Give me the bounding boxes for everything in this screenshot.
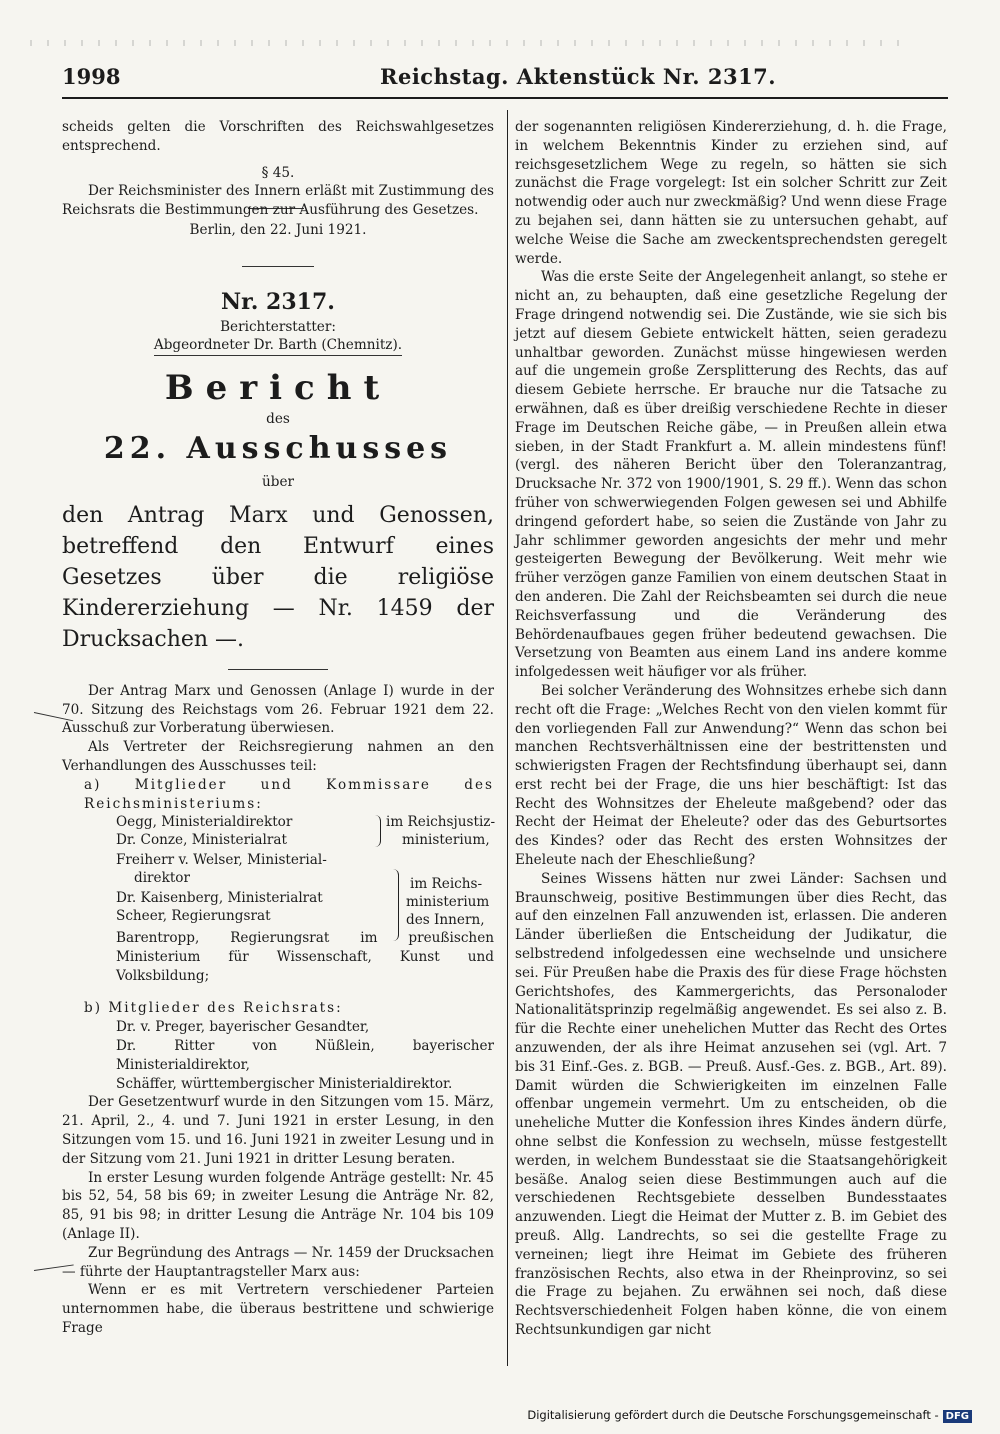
column-divider <box>507 110 508 1366</box>
header-rule <box>62 97 948 99</box>
member: Barentropp, Regierungsrat im preußischen Ministerium für Wissenschaft, Kunst und Volksbildung; <box>116 930 494 984</box>
member: Oegg, Ministerialdirektor <box>116 814 293 831</box>
brace <box>370 815 381 847</box>
list-heading-b: b) Mitglieder des Reichsrats: <box>84 1000 343 1017</box>
member: direktor <box>134 870 190 887</box>
page-header <box>62 62 942 96</box>
divider <box>228 669 328 670</box>
footer-text: Digitalisierung gefördert durch die Deutsche Forschungsgemeinschaft - <box>527 1408 939 1422</box>
dfg-logo: DFG <box>943 1410 972 1423</box>
paragraph: scheids gelten die Vorschriften des Reichswahlgesetzes entsprechend. <box>62 119 494 154</box>
right-column <box>515 118 947 1340</box>
member: Dr. Kaisenberg, Ministerialrat <box>116 890 323 907</box>
paragraph: Bei solcher Veränderung des Wohnsitzes erhebe sich dann recht oft die Frage: „Welches Recht von den vielen kommt für den vorliegenden Fall zur Anwendung?“ Wenn das schon bei manchen Rechtsverhältnissen eine der bestrittensten und schwierigsten Fragen der Rechtsfindung überhaupt sei, dann erst recht bei der Frage, die uns hier beschäftigt: Ist das Recht des Wohnsitzes der Eheleute maßgebend? oder das Recht der Heimat der Eheleute? oder das des Geburtsortes des Kindes? oder das Recht des ersten Wohnsitzes der Eheleute nach der Eheschließung? <box>515 682 947 869</box>
committee-title: 22. Ausschusses <box>103 430 453 466</box>
member: Dr. v. Preger, bayerischer Gesandter, <box>116 1019 370 1036</box>
ministry-label: des Innern, <box>406 912 485 929</box>
paragraph: Seines Wissens hätten nur zwei Länder: Sachsen und Braunschweig, positive Bestimmungen über dies Recht, das auf den einzelnen Fall anzuwenden ist, erlassen. Die anderen Länder überließen die Entscheidung der Judikatur, die selbstredend infolgedessen eine wechselnde und unsichere sei. Für Preußen habe die Praxis des für diese Frage höchsten Gerichtshofes, des Kammergerichts, das Personaloder Nationalitätsprinzip regelmäßig angewendet. Es sei also z. B. für die Rechte einer unehelichen Mutter das Recht des Ortes anzuwenden, der als ihre Heimat anzusehen sei (vgl. Art. 7 bis 31 Einf.-Ges. z. BGB. — Preuß. Ausf.-Ges. z. BGB., Art. 89). Damit würden die Schwierigkeiten im einzelnen Falle offenbar ungemein vermehrt. Um zu entscheiden, ob die uneheliche Mutter die Konfession ihres Kindes ändern dürfe, ohne selbst die Konfession zu wechseln, müsse festgestellt werden, in welchem Bundesstaat sie die Staatsangehörigkeit besäße. Analog seien diese Bestimmungen auch auf die verschiedenen Rechtsgebiete desselben Bundesstaates anzuwenden. Liegt die Heimat der Mutter z. B. im Gebiet des preuß. Allg. Landrechts, so sei die gestellte Frage zu verneinen; liegt ihre Heimat im Gebiete des früheren französischen Rechts, also etwa in der Rheinprovinz, so sei die Frage zu bejahen. Zu erwähnen sei noch, daß diese Rechtsverschiedenheit Folgen haben könne, die von einem Rechtsunkundigen gar nicht <box>515 870 947 1338</box>
member: Scheer, Regierungsrat <box>116 908 271 925</box>
member-list-a <box>62 813 494 999</box>
ministry-label: im Reichs- <box>410 876 483 893</box>
rapporteur-name: Abgeordneter Dr. Barth (Chemnitz). <box>154 336 402 356</box>
member: Freiherr v. Welser, Ministerial- <box>116 852 327 869</box>
member: Dr. Ritter von Nüßlein, bayerischer Ministerialdirektor, <box>116 1037 494 1073</box>
rapporteur-label: Berichterstatter: <box>220 318 336 335</box>
report-ueber: über <box>262 473 294 490</box>
page-title: Reichstag. Aktenstück Nr. 2317. <box>380 64 777 89</box>
paragraph: Wenn er es mit Vertretern verschiedener Parteien unternommen habe, die überaus bestrittene und schwierige Frage <box>62 1282 494 1336</box>
paragraph: Der Reichsminister des Innern erläßt mit Zustimmung des Reichsrats die Bestimmungen zur Ausführung des Gesetzes. <box>62 183 494 219</box>
report-title: Bericht <box>164 368 392 409</box>
list-heading-a: a) Mitglieder und Kommissare des Reichsministeriums: <box>84 776 494 812</box>
paragraph: Als Vertreter der Reichsregierung nahmen an den Verhandlungen des Ausschusses teil: <box>62 739 494 774</box>
ministry-label: im Reichsjustiz- <box>386 814 496 831</box>
scan-noise <box>30 40 910 46</box>
paragraph: In erster Lesung wurden folgende Anträge gestellt: Nr. 45 bis 52, 54, 58 bis 69; in zweiter Lesung die Anträge Nr. 82, 85, 91 bis 98; in dritter Lesung die Anträge Nr. 104 bis 109 (Anlage II). <box>62 1169 494 1242</box>
paragraph: Was die erste Seite der Angelegenheit anlangt, so stehe er nicht an, zu behaupten, daß eine gesetzliche Regelung der Frage dringend notwendig sei. Die Zustände, wie sie sich bis jetzt auf diesem Gebiete entwickelt hätten, seien geradezu unhaltbar geworden. Zunächst müsse hingewiesen werden auf die ungemein große Zersplitterung des Rechts, das auf diesem Gebiete herrsche. Er brauche nur die Tatsache zu erwähnen, daß es über dreißig verschiedene Rechte in dieser Frage im Deutschen Reiche gäbe, — in Preußen allein etwa sieben, in der Stadt Frankfurt a. M. allein mindestens fünf! (vergl. des näheren Bericht über den Toleranzantrag, Drucksache Nr. 372 von 1900/1901, S. 29 ff.). Wenn das schon früher von schwerwiegenden Folgen gewesen sei und Abhilfe dringend gefordert habe, so seien die Zustände von Jahr zu Jahr schlimmer geworden angesichts der mehr und mehr gesteigerten Bewegung der Bevölkerung. Weit mehr wie früher verzögen ganze Familien von einem deutschen Staat in den anderen. Die Zahl der Reichsbeamten sei durch die neue Reichsverfassung und die Veränderung des Behördenaufbaues gegen früher bedeutend gewachsen. Die Versetzung von Beamten aus einem Land ins andere komme infolgedessen weit häufiger vor als früher. <box>515 269 947 681</box>
report-des: des <box>266 411 290 428</box>
footer <box>527 1408 972 1423</box>
ministry-label: ministerium <box>406 894 490 911</box>
member: Schäffer, württembergischer Ministerialdirektor. <box>116 1075 453 1092</box>
paragraph: Der Gesetzentwurf wurde in den Sitzungen vom 15. März, 21. April, 2., 4. und 7. Juni 1921 in erster Lesung, in den Sitzungen vom 15. und 16. Juni 1921 in zweiter Lesung und in der Sitzung vom 21. Juni 1921 in dritter Lesung beraten. <box>62 1094 494 1167</box>
paragraph: Zur Begründung des Antrags — Nr. 1459 der Drucksachen — führte der Hauptantragsteller Marx aus: <box>62 1244 494 1280</box>
section-heading: § 45. <box>261 164 295 181</box>
paragraph: der sogenannten religiösen Kindererziehung, d. h. die Frage, in welchem Bekenntnis Kinder zu erziehen sind, auf reichsgesetzlichem Wege zu regeln, so hätten sie sich zunächst die Frage vorgelegt: Ist ein solcher Schritt zur Zeit notwendig oder auch nur zweckmäßig? Und wenn diese Frage zu bejahen sei, dann hätten sie zu untersuchen gehabt, auf welche Weise die Sache am zweckentsprechendsten geregelt werde. <box>515 119 947 267</box>
paragraph: Der Antrag Marx und Genossen (Anlage I) wurde in der 70. Sitzung des Reichstags vom 26. Februar 1921 dem 22. Ausschuß zur Vorberatung überwiesen. <box>62 682 494 737</box>
page-number: 1998 <box>62 64 121 89</box>
motion-title: den Antrag Marx und Genossen, betreffend den Entwurf eines Gesetzes über die religiöse Kindererziehung — Nr. 1459 der Drucksachen —. <box>62 502 494 652</box>
left-column <box>62 118 494 1338</box>
date-line: Berlin, den 22. Juni 1921. <box>189 221 367 238</box>
ministry-label: ministerium, <box>402 832 490 849</box>
member: Dr. Conze, Ministerialrat <box>116 832 287 849</box>
divider <box>242 266 314 267</box>
document-number: Nr. 2317. <box>221 288 335 315</box>
